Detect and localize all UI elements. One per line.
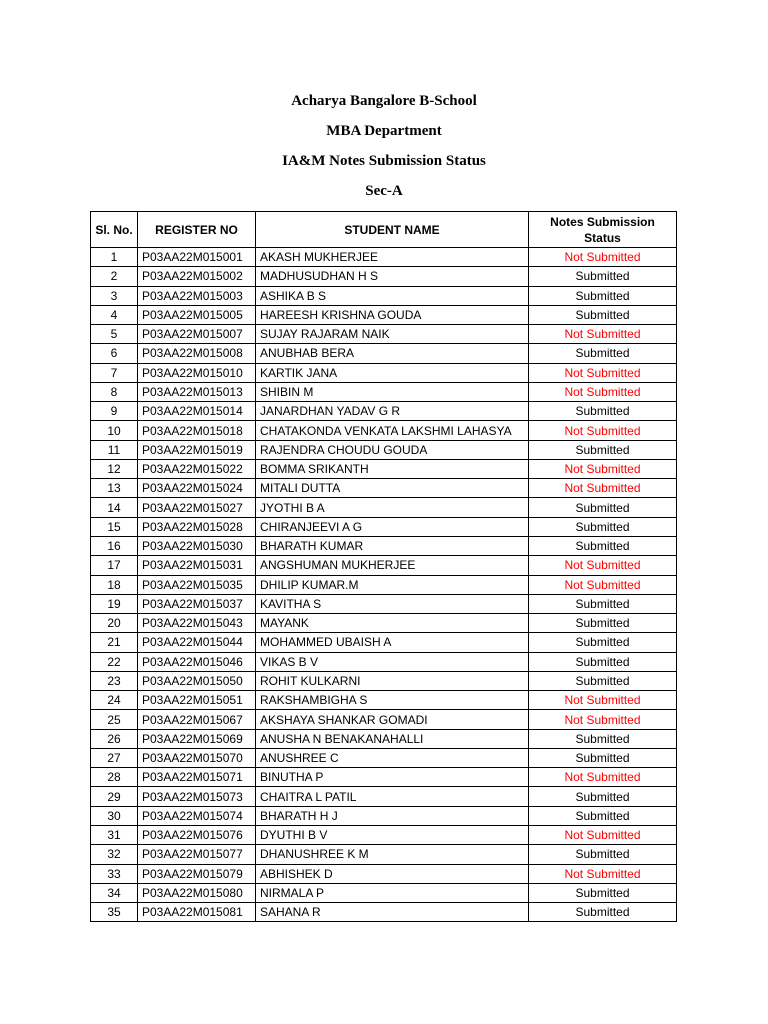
table-row bbox=[91, 729, 677, 748]
student-name-cell: CHATAKONDA VENKATA LAKSHMI LAHASYA bbox=[256, 421, 529, 440]
student-name-cell: NIRMALA P bbox=[256, 883, 529, 902]
sl-no-cell: 21 bbox=[91, 633, 138, 652]
table-row bbox=[91, 556, 677, 575]
student-name-cell: SUJAY RAJARAM NAIK bbox=[256, 325, 529, 344]
section-label: Sec-A bbox=[365, 183, 403, 199]
table-row bbox=[91, 305, 677, 324]
status-cell: Not Submitted bbox=[529, 691, 677, 710]
status-cell: Submitted bbox=[529, 633, 677, 652]
sl-no-cell: 29 bbox=[91, 787, 138, 806]
status-cell: Not Submitted bbox=[529, 864, 677, 883]
sl-no-cell: 1 bbox=[91, 248, 138, 267]
student-name-cell: SAHANA R bbox=[256, 903, 529, 922]
register-no-cell: P03AA22M015031 bbox=[138, 556, 256, 575]
table-row bbox=[91, 864, 677, 883]
table-row bbox=[91, 903, 677, 922]
table-row bbox=[91, 575, 677, 594]
student-name-cell: AKSHAYA SHANKAR GOMADI bbox=[256, 710, 529, 729]
table-row bbox=[91, 479, 677, 498]
register-no-cell: P03AA22M015007 bbox=[138, 325, 256, 344]
register-no-cell: P03AA22M015019 bbox=[138, 440, 256, 459]
register-no-cell: P03AA22M015079 bbox=[138, 864, 256, 883]
student-name-cell: JYOTHI B A bbox=[256, 498, 529, 517]
sl-no-cell: 24 bbox=[91, 691, 138, 710]
register-no-cell: P03AA22M015067 bbox=[138, 710, 256, 729]
sl-no-cell: 11 bbox=[91, 440, 138, 459]
student-name-cell: MOHAMMED UBAISH A bbox=[256, 633, 529, 652]
student-name-cell: KARTIK JANA bbox=[256, 363, 529, 382]
student-name-cell: VIKAS B V bbox=[256, 652, 529, 671]
student-name-cell: DHILIP KUMAR.M bbox=[256, 575, 529, 594]
status-cell: Submitted bbox=[529, 517, 677, 536]
status-cell: Submitted bbox=[529, 671, 677, 690]
table-row bbox=[91, 614, 677, 633]
table-row bbox=[91, 344, 677, 363]
table-row bbox=[91, 787, 677, 806]
table-row bbox=[91, 845, 677, 864]
table-row bbox=[91, 594, 677, 613]
student-name-cell: MADHUSUDHAN H S bbox=[256, 267, 529, 286]
student-name-cell: KAVITHA S bbox=[256, 594, 529, 613]
column-header-status: Notes Submission Status bbox=[529, 212, 677, 248]
sl-no-cell: 3 bbox=[91, 286, 138, 305]
table-row bbox=[91, 883, 677, 902]
register-no-cell: P03AA22M015035 bbox=[138, 575, 256, 594]
register-no-cell: P03AA22M015037 bbox=[138, 594, 256, 613]
status-cell: Not Submitted bbox=[529, 825, 677, 844]
status-cell: Submitted bbox=[529, 845, 677, 864]
table-row bbox=[91, 363, 677, 382]
status-cell: Not Submitted bbox=[529, 575, 677, 594]
sl-no-cell: 12 bbox=[91, 459, 138, 478]
student-name-cell: MAYANK bbox=[256, 614, 529, 633]
status-cell: Submitted bbox=[529, 594, 677, 613]
status-cell: Submitted bbox=[529, 402, 677, 421]
status-cell: Not Submitted bbox=[529, 768, 677, 787]
register-no-cell: P03AA22M015043 bbox=[138, 614, 256, 633]
table-row bbox=[91, 652, 677, 671]
status-cell: Submitted bbox=[529, 286, 677, 305]
report-title: IA&M Notes Submission Status bbox=[282, 153, 486, 169]
table-row bbox=[91, 498, 677, 517]
register-no-cell: P03AA22M015003 bbox=[138, 286, 256, 305]
sl-no-cell: 34 bbox=[91, 883, 138, 902]
table-row bbox=[91, 286, 677, 305]
status-cell: Not Submitted bbox=[529, 459, 677, 478]
table-row bbox=[91, 633, 677, 652]
register-no-cell: P03AA22M015080 bbox=[138, 883, 256, 902]
table-row bbox=[91, 382, 677, 401]
column-header-register-no: REGISTER NO bbox=[138, 212, 256, 248]
table-row bbox=[91, 768, 677, 787]
table-row bbox=[91, 825, 677, 844]
status-cell: Not Submitted bbox=[529, 710, 677, 729]
status-cell: Not Submitted bbox=[529, 363, 677, 382]
student-name-cell: ANUSHA N BENAKANAHALLI bbox=[256, 729, 529, 748]
sl-no-cell: 8 bbox=[91, 382, 138, 401]
table-row bbox=[91, 440, 677, 459]
sl-no-cell: 25 bbox=[91, 710, 138, 729]
sl-no-cell: 7 bbox=[91, 363, 138, 382]
register-no-cell: P03AA22M015014 bbox=[138, 402, 256, 421]
sl-no-cell: 20 bbox=[91, 614, 138, 633]
sl-no-cell: 10 bbox=[91, 421, 138, 440]
table-header-row bbox=[91, 212, 677, 248]
student-name-cell: CHIRANJEEVI A G bbox=[256, 517, 529, 536]
student-name-cell: ROHIT KULKARNI bbox=[256, 671, 529, 690]
status-cell: Submitted bbox=[529, 344, 677, 363]
table-row bbox=[91, 806, 677, 825]
sl-no-cell: 32 bbox=[91, 845, 138, 864]
submission-status-table bbox=[90, 211, 677, 922]
sl-no-cell: 18 bbox=[91, 575, 138, 594]
status-cell: Not Submitted bbox=[529, 556, 677, 575]
student-name-cell: JANARDHAN YADAV G R bbox=[256, 402, 529, 421]
status-cell: Not Submitted bbox=[529, 325, 677, 344]
table-row bbox=[91, 517, 677, 536]
status-cell: Not Submitted bbox=[529, 421, 677, 440]
sl-no-cell: 4 bbox=[91, 305, 138, 324]
student-name-cell: MITALI DUTTA bbox=[256, 479, 529, 498]
register-no-cell: P03AA22M015010 bbox=[138, 363, 256, 382]
sl-no-cell: 14 bbox=[91, 498, 138, 517]
table-row bbox=[91, 402, 677, 421]
register-no-cell: P03AA22M015013 bbox=[138, 382, 256, 401]
status-cell: Not Submitted bbox=[529, 382, 677, 401]
register-no-cell: P03AA22M015022 bbox=[138, 459, 256, 478]
register-no-cell: P03AA22M015028 bbox=[138, 517, 256, 536]
register-no-cell: P03AA22M015071 bbox=[138, 768, 256, 787]
student-name-cell: RAKSHAMBIGHA S bbox=[256, 691, 529, 710]
status-cell: Submitted bbox=[529, 806, 677, 825]
status-cell: Submitted bbox=[529, 748, 677, 767]
table-row bbox=[91, 267, 677, 286]
register-no-cell: P03AA22M015008 bbox=[138, 344, 256, 363]
sl-no-cell: 13 bbox=[91, 479, 138, 498]
status-cell: Submitted bbox=[529, 903, 677, 922]
column-header-sl-no: Sl. No. bbox=[91, 212, 138, 248]
register-no-cell: P03AA22M015027 bbox=[138, 498, 256, 517]
table-body bbox=[91, 248, 677, 922]
register-no-cell: P03AA22M015002 bbox=[138, 267, 256, 286]
table-row bbox=[91, 325, 677, 344]
status-cell: Submitted bbox=[529, 883, 677, 902]
student-name-cell: HAREESH KRISHNA GOUDA bbox=[256, 305, 529, 324]
table-row bbox=[91, 671, 677, 690]
register-no-cell: P03AA22M015046 bbox=[138, 652, 256, 671]
table-row bbox=[91, 536, 677, 555]
status-cell: Submitted bbox=[529, 440, 677, 459]
table-row bbox=[91, 248, 677, 267]
sl-no-cell: 16 bbox=[91, 536, 138, 555]
student-name-cell: ANUSHREE C bbox=[256, 748, 529, 767]
sl-no-cell: 17 bbox=[91, 556, 138, 575]
register-no-cell: P03AA22M015018 bbox=[138, 421, 256, 440]
status-cell: Not Submitted bbox=[529, 248, 677, 267]
column-header-student-name: STUDENT NAME bbox=[256, 212, 529, 248]
status-cell: Submitted bbox=[529, 305, 677, 324]
sl-no-cell: 30 bbox=[91, 806, 138, 825]
sl-no-cell: 5 bbox=[91, 325, 138, 344]
sl-no-cell: 31 bbox=[91, 825, 138, 844]
student-name-cell: ASHIKA B S bbox=[256, 286, 529, 305]
institution-name: Acharya Bangalore B-School bbox=[291, 93, 477, 109]
student-name-cell: SHIBIN M bbox=[256, 382, 529, 401]
student-name-cell: ANUBHAB BERA bbox=[256, 344, 529, 363]
sl-no-cell: 27 bbox=[91, 748, 138, 767]
status-cell: Submitted bbox=[529, 652, 677, 671]
register-no-cell: P03AA22M015069 bbox=[138, 729, 256, 748]
student-name-cell: BHARATH KUMAR bbox=[256, 536, 529, 555]
sl-no-cell: 2 bbox=[91, 267, 138, 286]
status-cell: Submitted bbox=[529, 267, 677, 286]
table-row bbox=[91, 421, 677, 440]
register-no-cell: P03AA22M015005 bbox=[138, 305, 256, 324]
student-name-cell: AKASH MUKHERJEE bbox=[256, 248, 529, 267]
sl-no-cell: 9 bbox=[91, 402, 138, 421]
student-name-cell: ANGSHUMAN MUKHERJEE bbox=[256, 556, 529, 575]
student-name-cell: DYUTHI B V bbox=[256, 825, 529, 844]
status-cell: Not Submitted bbox=[529, 479, 677, 498]
sl-no-cell: 19 bbox=[91, 594, 138, 613]
register-no-cell: P03AA22M015030 bbox=[138, 536, 256, 555]
student-name-cell: BHARATH H J bbox=[256, 806, 529, 825]
table-row bbox=[91, 691, 677, 710]
sl-no-cell: 6 bbox=[91, 344, 138, 363]
sl-no-cell: 33 bbox=[91, 864, 138, 883]
student-name-cell: CHAITRA L PATIL bbox=[256, 787, 529, 806]
register-no-cell: P03AA22M015081 bbox=[138, 903, 256, 922]
register-no-cell: P03AA22M015076 bbox=[138, 825, 256, 844]
student-name-cell: BINUTHA P bbox=[256, 768, 529, 787]
table-row bbox=[91, 748, 677, 767]
register-no-cell: P03AA22M015051 bbox=[138, 691, 256, 710]
sl-no-cell: 15 bbox=[91, 517, 138, 536]
status-cell: Submitted bbox=[529, 729, 677, 748]
register-no-cell: P03AA22M015044 bbox=[138, 633, 256, 652]
status-cell: Submitted bbox=[529, 498, 677, 517]
register-no-cell: P03AA22M015077 bbox=[138, 845, 256, 864]
register-no-cell: P03AA22M015073 bbox=[138, 787, 256, 806]
table-row bbox=[91, 710, 677, 729]
student-name-cell: DHANUSHREE K M bbox=[256, 845, 529, 864]
table-row bbox=[91, 459, 677, 478]
register-no-cell: P03AA22M015001 bbox=[138, 248, 256, 267]
sl-no-cell: 35 bbox=[91, 903, 138, 922]
student-name-cell: BOMMA SRIKANTH bbox=[256, 459, 529, 478]
register-no-cell: P03AA22M015070 bbox=[138, 748, 256, 767]
sl-no-cell: 28 bbox=[91, 768, 138, 787]
student-name-cell: ABHISHEK D bbox=[256, 864, 529, 883]
sl-no-cell: 23 bbox=[91, 671, 138, 690]
sl-no-cell: 26 bbox=[91, 729, 138, 748]
sl-no-cell: 22 bbox=[91, 652, 138, 671]
department-name: MBA Department bbox=[326, 123, 442, 139]
status-cell: Submitted bbox=[529, 536, 677, 555]
student-name-cell: RAJENDRA CHOUDU GOUDA bbox=[256, 440, 529, 459]
status-cell: Submitted bbox=[529, 787, 677, 806]
document-header bbox=[0, 90, 768, 210]
status-cell: Submitted bbox=[529, 614, 677, 633]
register-no-cell: P03AA22M015074 bbox=[138, 806, 256, 825]
register-no-cell: P03AA22M015050 bbox=[138, 671, 256, 690]
register-no-cell: P03AA22M015024 bbox=[138, 479, 256, 498]
